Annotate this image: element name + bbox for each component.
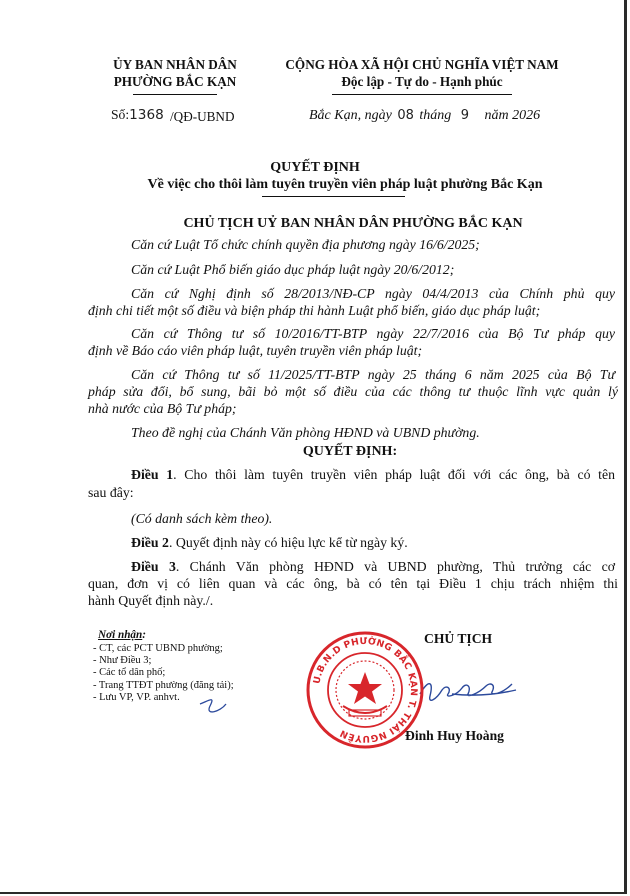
article-2-label: Điều 2 [131,535,169,550]
signer-name: Đinh Huy Hoàng [405,728,504,743]
article-3 [131,558,615,575]
number-value: 1368 [129,107,164,123]
decision-heading: QUYẾT ĐỊNH [270,160,360,175]
basis-4: Căn cứ Thông tư số 10/2016/TT-BTP ngày 22/7/2016 của Bộ Tư pháp quy [131,326,615,341]
recipient-item: - Các tổ dân phố; [93,667,166,678]
subject-underline [262,196,405,197]
document-number [111,107,164,123]
date-month: 9 [460,108,470,123]
article-3-text: . Chánh Văn phòng HĐND và UBND phường, Thủ trưởng các cơ [175,559,615,574]
org-underline [133,94,217,95]
basis-5-cont2: nhà nước của Bộ Tư pháp; [88,401,237,416]
recipient-item: - Như Điều 3; [93,655,152,666]
number-prefix: Số: [111,107,130,122]
article-3-cont: quan, đơn vị có liên quan và các ông, bà có tên tại Điều 1 chịu trách nhiệm thi [88,576,618,591]
basis-3-cont: định chi tiết một số điều và biện pháp thi hành Luật phổ biến, giáo dục pháp luật; [88,303,541,318]
basis-proposal: Theo đề nghị của Chánh Văn phòng HĐND và UBND phường. [131,425,480,440]
org-name-line1: ỦY BAN NHÂN DÂN [113,57,237,72]
recipient-item: - Trang TTĐT phường (đăng tải); [93,680,234,691]
basis-4-cont: định về Báo cáo viên pháp luật, tuyên truyền viên pháp luật; [88,343,423,358]
date-month-label: tháng [419,108,452,123]
article-2 [131,534,615,551]
national-title: CỘNG HÒA XÃ HỘI CHỦ NGHĨA VIỆT NAM [285,57,559,72]
number-suffix: /QĐ-UBND [170,109,235,124]
decision-subject: Về việc cho thôi làm tuyên truyền viên pháp luật phường Bắc Kạn [147,177,543,192]
article-1-label: Điều 1 [131,467,174,482]
article-1-note: (Có danh sách kèm theo). [131,511,273,526]
basis-2: Căn cứ Luật Phổ biến giáo dục pháp luật ngày 20/6/2012; [131,262,455,277]
article-1 [131,466,615,483]
decides-heading: QUYẾT ĐỊNH: [302,444,398,459]
recipient-item: - CT, các PCT UBND phường; [93,643,223,654]
issuing-authority: CHỦ TỊCH UỶ BAN NHÂN DÂN PHƯỜNG BẮC KẠN [183,216,523,231]
article-3-cont2: hành Quyết định này./. [88,593,214,608]
date-year: năm 2026 [484,108,541,123]
basis-1: Căn cứ Luật Tổ chức chính quyền địa phương ngày 16/6/2025; [131,237,480,252]
recipients-label [98,629,146,641]
motto-underline [332,94,512,95]
date-line [309,108,540,124]
recipients-label-colon: : [142,629,146,641]
recipient-item: - Lưu VP, VP. anhvt. [93,692,180,703]
basis-5: Căn cứ Thông tư số 11/2025/TT-BTP ngày 25 tháng 6 năm 2025 của Bộ Tư [131,367,615,382]
date-day: 08 [397,108,414,123]
national-motto: Độc lập - Tự do - Hạnh phúc [341,74,503,89]
seal-text: U.B.N.D PHƯỜNG BẮC KẠN T. THÁI NGUYÊN [311,635,420,745]
article-1-text: . Cho thôi làm tuyên truyền viên pháp luật đối với các ông, bà có tên [173,467,615,482]
article-1-cont: sau đây: [88,485,134,500]
article-3-label: Điều 3 [131,559,176,574]
date-place: Bắc Kạn, ngày [309,108,392,123]
recipients-label-text: Nơi nhận [98,629,143,641]
basis-3: Căn cứ Nghị định số 28/2013/NĐ-CP ngày 04/4/2013 của Chính phủ quy [131,286,615,301]
basis-5-cont: pháp sửa đổi, bổ sung, bãi bỏ một số điều của các thông tư thuộc lĩnh vực quản lý [88,384,618,399]
article-2-text: . Quyết định này có hiệu lực kể từ ngày ký. [168,535,408,550]
signer-position: CHỦ TỊCH [424,631,493,646]
org-name-line2: PHƯỜNG BẮC KẠN [113,74,237,89]
